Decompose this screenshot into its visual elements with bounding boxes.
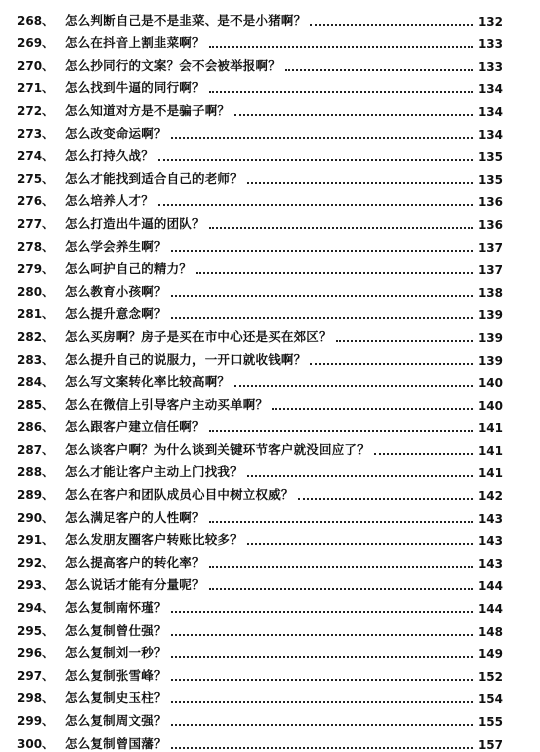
dot-leader [209,588,473,590]
toc-entry-page-number: 143 [477,534,503,549]
toc-entry-page-number: 138 [477,285,503,300]
toc-entry-number: 288、 [17,465,55,480]
dot-leader [209,227,473,229]
toc-entry-number: 291、 [17,533,55,548]
toc-entry-number: 292、 [17,555,55,570]
toc-entry[interactable] [0,345,540,368]
toc-entry-number: 271、 [17,81,55,96]
toc-entry[interactable] [0,255,540,278]
toc-entry-page-number: 134 [477,104,503,119]
toc-entry[interactable] [0,684,540,707]
toc-entry-page-number: 133 [477,59,503,74]
toc-entry-number: 298、 [17,691,55,706]
toc-entry-title: 怎么写文案转化率比较高啊？ [65,374,231,390]
toc-entry-title: 怎么才能找到适合自己的老师？ [65,170,243,186]
toc-entry-page-number: 135 [477,150,503,165]
dot-leader [247,543,473,545]
toc-entry-page-number: 140 [477,376,503,391]
dot-leader [158,204,473,206]
toc-entry-page-number: 139 [477,308,503,323]
toc-entry-number: 297、 [17,668,55,683]
toc-entry[interactable] [0,503,540,526]
toc-entry-title: 怎么呵护自己的精力？ [65,261,193,277]
dot-leader [247,182,473,184]
dot-leader [171,656,473,658]
toc-entry-number: 272、 [17,103,55,118]
toc-entry-number: 282、 [17,329,55,344]
dot-leader [209,91,473,93]
dot-leader [171,317,473,319]
dot-leader [171,747,473,749]
toc-entry-page-number: 141 [477,443,503,458]
toc-entry[interactable] [0,390,540,413]
toc-entry-number: 273、 [17,126,55,141]
toc-entry[interactable] [0,458,540,481]
toc-entry-title: 怎么知道对方是不是骗子啊？ [65,102,231,118]
toc-entry-title: 怎么抄同行的文案？会不会被举报啊？ [65,57,281,73]
toc-entry-number: 279、 [17,262,55,277]
dot-leader [209,521,473,523]
toc-entry-title: 怎么学会养生啊？ [65,238,167,254]
toc-entry-page-number: 148 [477,624,503,639]
toc-entry-title: 怎么改变命运啊？ [65,125,167,141]
dot-leader [171,724,473,726]
dot-leader [171,611,473,613]
toc-entry[interactable] [0,435,540,458]
toc-entry-title: 怎么在抖音上割韭菜啊？ [65,35,205,51]
toc-entry-page-number: 137 [477,240,503,255]
toc-entry-title: 怎么打持久战？ [65,148,154,164]
toc-entry-title: 怎么在客户和团队成员心目中树立权威？ [65,487,294,503]
toc-entry-title: 怎么复制南怀瑾？ [65,600,167,616]
dot-leader [285,69,473,71]
toc-entry-title: 怎么跟客户建立信任啊？ [65,419,205,435]
toc-entry-page-number: 154 [477,692,503,707]
toc-entry-page-number: 136 [477,217,503,232]
toc-entry[interactable] [0,368,540,391]
toc-entry[interactable] [0,277,540,300]
toc-entry-title: 怎么复制史玉柱？ [65,690,167,706]
toc-entry-page-number: 139 [477,330,503,345]
toc-entry-page-number: 143 [477,511,503,526]
toc-entry[interactable] [0,526,540,549]
toc-entry-number: 270、 [17,58,55,73]
toc-entry-title: 怎么复制曾国藩？ [65,735,167,751]
toc-entry[interactable] [0,548,540,571]
toc-entry[interactable] [0,661,540,684]
dot-leader [209,46,473,48]
dot-leader [234,114,473,116]
toc-entry-page-number: 155 [477,715,503,729]
toc-entry[interactable] [0,209,540,232]
toc-entry-page-number: 141 [477,421,503,436]
toc-entry-number: 274、 [17,149,55,164]
toc-entry-page-number: 134 [477,127,503,142]
toc-entry[interactable] [0,413,540,436]
toc-entry-number: 284、 [17,375,55,390]
dot-leader [247,475,473,477]
toc-entry-title: 怎么提升意念啊？ [65,306,167,322]
dot-leader [234,385,473,387]
toc-entry-page-number: 134 [477,82,503,97]
toc-entry-title: 怎么复制曾仕强？ [65,622,167,638]
toc-entry-number: 280、 [17,284,55,299]
toc-entry-title: 怎么提升自己的说服力，一开口就收钱啊？ [65,351,307,367]
toc-entry-number: 275、 [17,171,55,186]
toc-entry-title: 怎么判断自己是不是韭菜、是不是小猪啊？ [65,12,307,28]
toc-entry[interactable] [0,6,540,29]
toc-entry-title: 怎么打造出牛逼的团队？ [65,215,205,231]
toc-entry-title: 怎么才能让客户主动上门找我？ [65,464,243,480]
toc-entry-title: 怎么找到牛逼的同行啊？ [65,80,205,96]
toc-entry-title: 怎么复制刘一秒？ [65,645,167,661]
toc-entry[interactable] [0,74,540,97]
toc-entry-page-number: 132 [477,14,503,29]
dot-leader [171,701,473,703]
toc-entry-number: 289、 [17,488,55,503]
toc-entry-page-number: 135 [477,172,503,187]
toc-entry-number: 290、 [17,510,55,525]
dot-leader [209,430,473,432]
dot-leader [171,137,473,139]
toc-entry[interactable] [0,96,540,119]
toc-entry[interactable] [0,29,540,52]
toc-entry-page-number: 144 [477,579,503,594]
toc-entry-number: 300、 [17,736,55,751]
toc-entry-number: 299、 [17,714,55,728]
toc-entry-number: 269、 [17,36,55,51]
toc-entry-title: 怎么复制周文强？ [65,713,167,728]
toc-entry-number: 276、 [17,194,55,209]
toc-entry[interactable] [0,51,540,74]
dot-leader [310,363,473,365]
dot-leader [158,159,473,161]
dot-leader [171,634,473,636]
toc-entry-number: 295、 [17,623,55,638]
toc-entry-number: 283、 [17,352,55,367]
toc-entry-page-number: 133 [477,37,503,52]
toc-entry-title: 怎么说话才能有分量呢？ [65,577,205,593]
dot-leader [171,295,473,297]
toc-entry-page-number: 144 [477,602,503,617]
toc-entry[interactable] [0,616,540,639]
toc-entry[interactable] [0,322,540,345]
dot-leader [336,340,473,342]
toc-entry[interactable] [0,706,540,729]
toc-entry-page-number: 157 [477,737,503,752]
toc-entry-page-number: 143 [477,556,503,571]
dot-leader [374,453,473,455]
toc-entry[interactable] [0,571,540,594]
toc-entry[interactable] [0,119,540,142]
toc-entry[interactable] [0,593,540,616]
toc-entry-number: 287、 [17,442,55,457]
toc-entry[interactable] [0,480,540,503]
toc-entry-number: 296、 [17,646,55,661]
dot-leader [298,498,473,500]
dot-leader [209,566,473,568]
toc-entry[interactable] [0,639,540,662]
toc-entry-page-number: 137 [477,263,503,278]
toc-entry-title: 怎么在微信上引导客户主动买单啊？ [65,396,269,412]
dot-leader [171,679,473,681]
toc-entry-title: 怎么发朋友圈客户转账比较多？ [65,532,243,548]
toc-entry[interactable] [0,164,540,187]
toc-list [0,6,540,752]
toc-entry-title: 怎么培养人才？ [65,193,154,209]
toc-entry-number: 268、 [17,13,55,28]
toc-entry-title: 怎么谈客户啊？为什么谈到关键环节客户就没回应了？ [65,441,370,457]
toc-entry[interactable] [0,232,540,255]
dot-leader [310,24,473,26]
toc-entry-page-number: 152 [477,669,503,684]
toc-entry-title: 怎么提高客户的转化率？ [65,554,205,570]
toc-entry[interactable] [0,729,540,752]
toc-entry-number: 281、 [17,307,55,322]
toc-entry-page-number: 142 [477,489,503,504]
dot-leader [171,250,473,252]
toc-entry-title: 怎么满足客户的人性啊？ [65,509,205,525]
toc-entry-title: 怎么复制张雪峰？ [65,667,167,683]
toc-entry-page-number: 141 [477,466,503,481]
toc-entry-number: 277、 [17,216,55,231]
toc-entry-page-number: 136 [477,195,503,210]
toc-entry-page-number: 140 [477,398,503,413]
toc-entry-number: 293、 [17,578,55,593]
dot-leader [196,272,473,274]
toc-entry-number: 285、 [17,397,55,412]
toc-entry-title: 怎么买房啊？房子是买在市中心还是买在郊区？ [65,328,332,344]
toc-entry[interactable] [0,300,540,323]
toc-entry[interactable] [0,142,540,165]
toc-entry-number: 278、 [17,239,55,254]
toc-entry[interactable] [0,187,540,210]
toc-entry-page-number: 149 [477,647,503,662]
toc-entry-title: 怎么教育小孩啊？ [65,283,167,299]
dot-leader [272,408,473,410]
toc-entry-number: 294、 [17,601,55,616]
toc-entry-page-number: 139 [477,353,503,368]
toc-entry-number: 286、 [17,420,55,435]
